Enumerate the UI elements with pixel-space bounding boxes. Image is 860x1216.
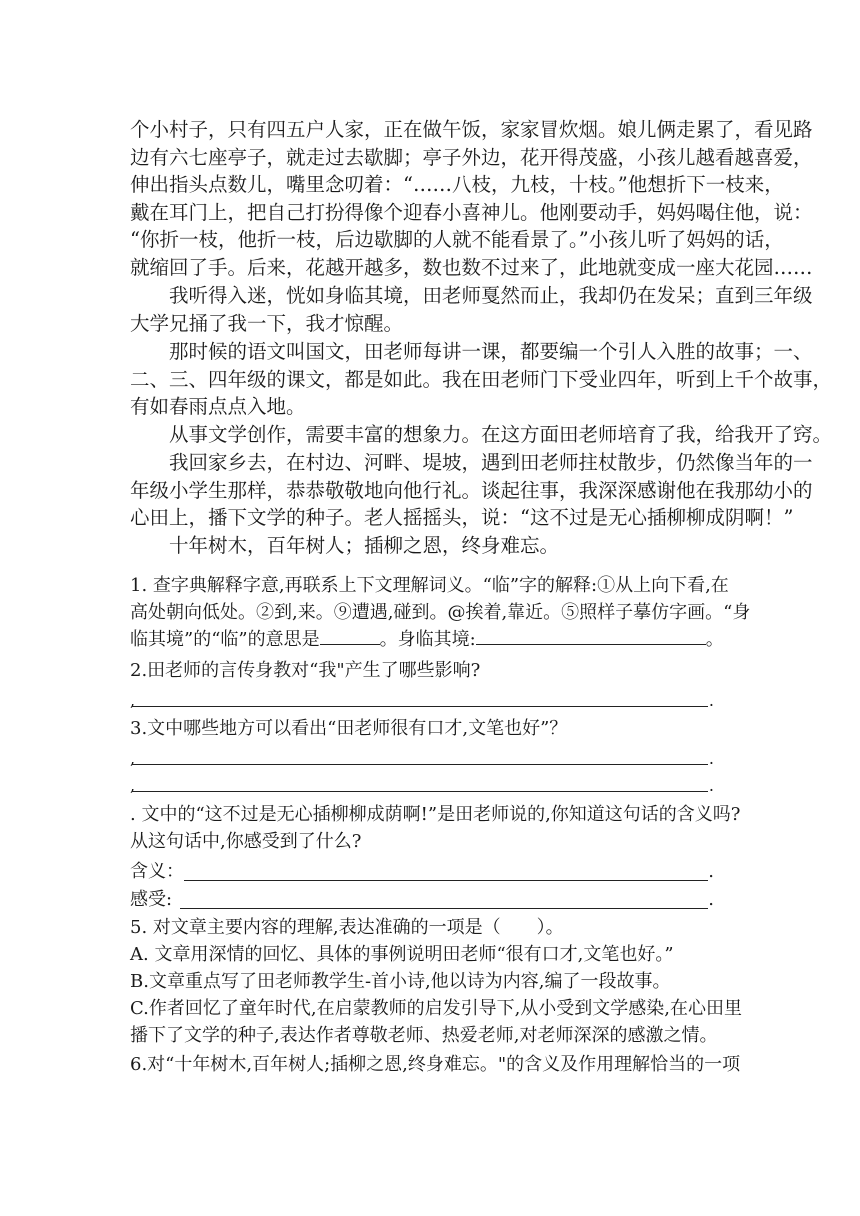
text-line: 边有六七座亭子，就走过去歇脚；亭子外边，花开得茂盛，小孩儿越看越喜爱， [130, 145, 813, 169]
passage-paragraph-6 [130, 532, 732, 560]
question-2: 2.田老师的言传身教对“我"产生了哪些影响? [130, 660, 481, 681]
text-line: 年级小学生那样，恭恭敬敬地向他行礼。谈起往事，我深深感谢他在我那幼小的 [130, 478, 813, 502]
question-1-line-3: 临其境”的“临”的意思是 。身临其境: 。 [130, 629, 724, 650]
answer-line[interactable]: , . [130, 776, 714, 795]
question-1-line-1: 1. 查字典解释字意,再联系上下文理解词义。“临”字的解释:①从上向下看,在 [130, 575, 729, 596]
answer-blank-meaning[interactable] [320, 628, 380, 645]
text-line: 那时候的语文叫国文，田老师每讲一课，都要编一个引人入胜的故事；一、 [130, 340, 813, 363]
question-4: . 文中的“这不过是无心插柳柳成荫啊!”是田老师说的,你知道这句话的含义吗? 从这句话中,你感受到了什么? [130, 804, 741, 852]
passage-paragraph-4 [130, 421, 833, 449]
text-line: 大学兄捅了我一下，我才惊醒。 [130, 311, 404, 335]
question-1-line-2: 高处朝向低处。②到,来。⑨遭遇,碰到。@挨着,靠近。⑤照样子摹仿字画。“身 [130, 602, 751, 623]
text-line: 戴在耳门上，把自己打扮得像个迎春小喜神儿。他刚要动手，妈妈喝住他，说： [130, 200, 813, 224]
feeling-answer-line[interactable]: 感受: . [130, 889, 714, 910]
text-line: 我听得入迷，恍如身临其境，田老师戛然而止，我却仍在发呆；直到三年级 [130, 284, 813, 307]
option-c-continued: 播下了文学的种子,表达作者尊敬老师、热爱老师,对老师深深的感激之情。 [130, 1025, 718, 1046]
text-line: 个小村子，只有四五户人家，正在做午饭，家家冒炊烟。娘儿俩走累了，看见路 [130, 118, 813, 141]
text-line: 就缩回了手。后来，花越开越多，数也数不过来了，此地就变成一座大花园…… [130, 255, 813, 279]
text-line: 我回家乡去，在村边、河畔、堤坡，遇到田老师拄杖散步，仍然像当年的一 [130, 451, 813, 474]
passage-paragraph-2 [130, 282, 813, 337]
text-line: 从事文学创作，需要丰富的想象力。在这方面田老师培育了我，给我开了窍。 [130, 423, 833, 446]
text-line: 心田上，播下文学的种子。老人摇摇头，说：“这不过是无心插柳柳成阴啊！” [130, 506, 794, 530]
passage-paragraph-5 [130, 449, 813, 532]
text-line: 伸出指头点数儿，嘴里念叨着：“……八枝，九枝，十枝。”他想折下一枝来， [130, 173, 784, 197]
answer-line[interactable]: , . [130, 691, 714, 710]
text-line: “你折一枝，他折一枝，后边歇脚的人就不能看景了。”小孩儿听了妈妈的话， [130, 228, 784, 252]
option-c[interactable]: C.作者回忆了童年时代,在启蒙教师的启发引导下,从小受到文学感染,在心田里 [130, 998, 743, 1019]
passage-paragraph-3 [130, 338, 833, 421]
meaning-answer-line[interactable]: 含义： . [130, 861, 714, 882]
question-1 [130, 572, 751, 653]
question-6: 6.对“十年树木,百年树人;插柳之恩,终身难忘。"的含义及作用理解恰当的一项 [130, 1054, 741, 1075]
question-5: 5. 对文章主要内容的理解,表达准确的一项是（ ）。 A. 文章用深情的回忆、具体的事例说明田老师“很有口才,文笔也好。” B.文章重点写了田老师教学生-首小诗,他以诗为内容,编了一段故事。 C.作者回忆了童年时代,在启蒙教师的启发引导下,从小受到文学感染,在心田里 播下了文学的种子,表达作者尊敬老师、热爱老师,对老师深深的感激之情。 [130, 914, 732, 1049]
answer-line[interactable]: , . [130, 749, 714, 768]
answer-blank-idiom[interactable] [476, 628, 706, 645]
option-a[interactable]: A. 文章用深情的回忆、具体的事例说明田老师“很有口才,文笔也好。” [130, 944, 674, 965]
text-line: 二、三、四年级的课文，都是如此。我在田老师门下受业四年，听到上千个故事， [130, 367, 833, 391]
text-line: 有如春雨点点入地。 [130, 395, 306, 419]
question-3: 3.文中哪些地方可以看出“田老师很有口才,文笔也好”？ [130, 718, 568, 739]
text-line: 十年树木，百年树人；插柳之恩，终身难忘。 [130, 534, 560, 557]
option-b[interactable]: B.文章重点写了田老师教学生-首小诗,他以诗为内容,编了一段故事。 [130, 971, 671, 992]
passage-paragraph-1 [130, 116, 813, 282]
